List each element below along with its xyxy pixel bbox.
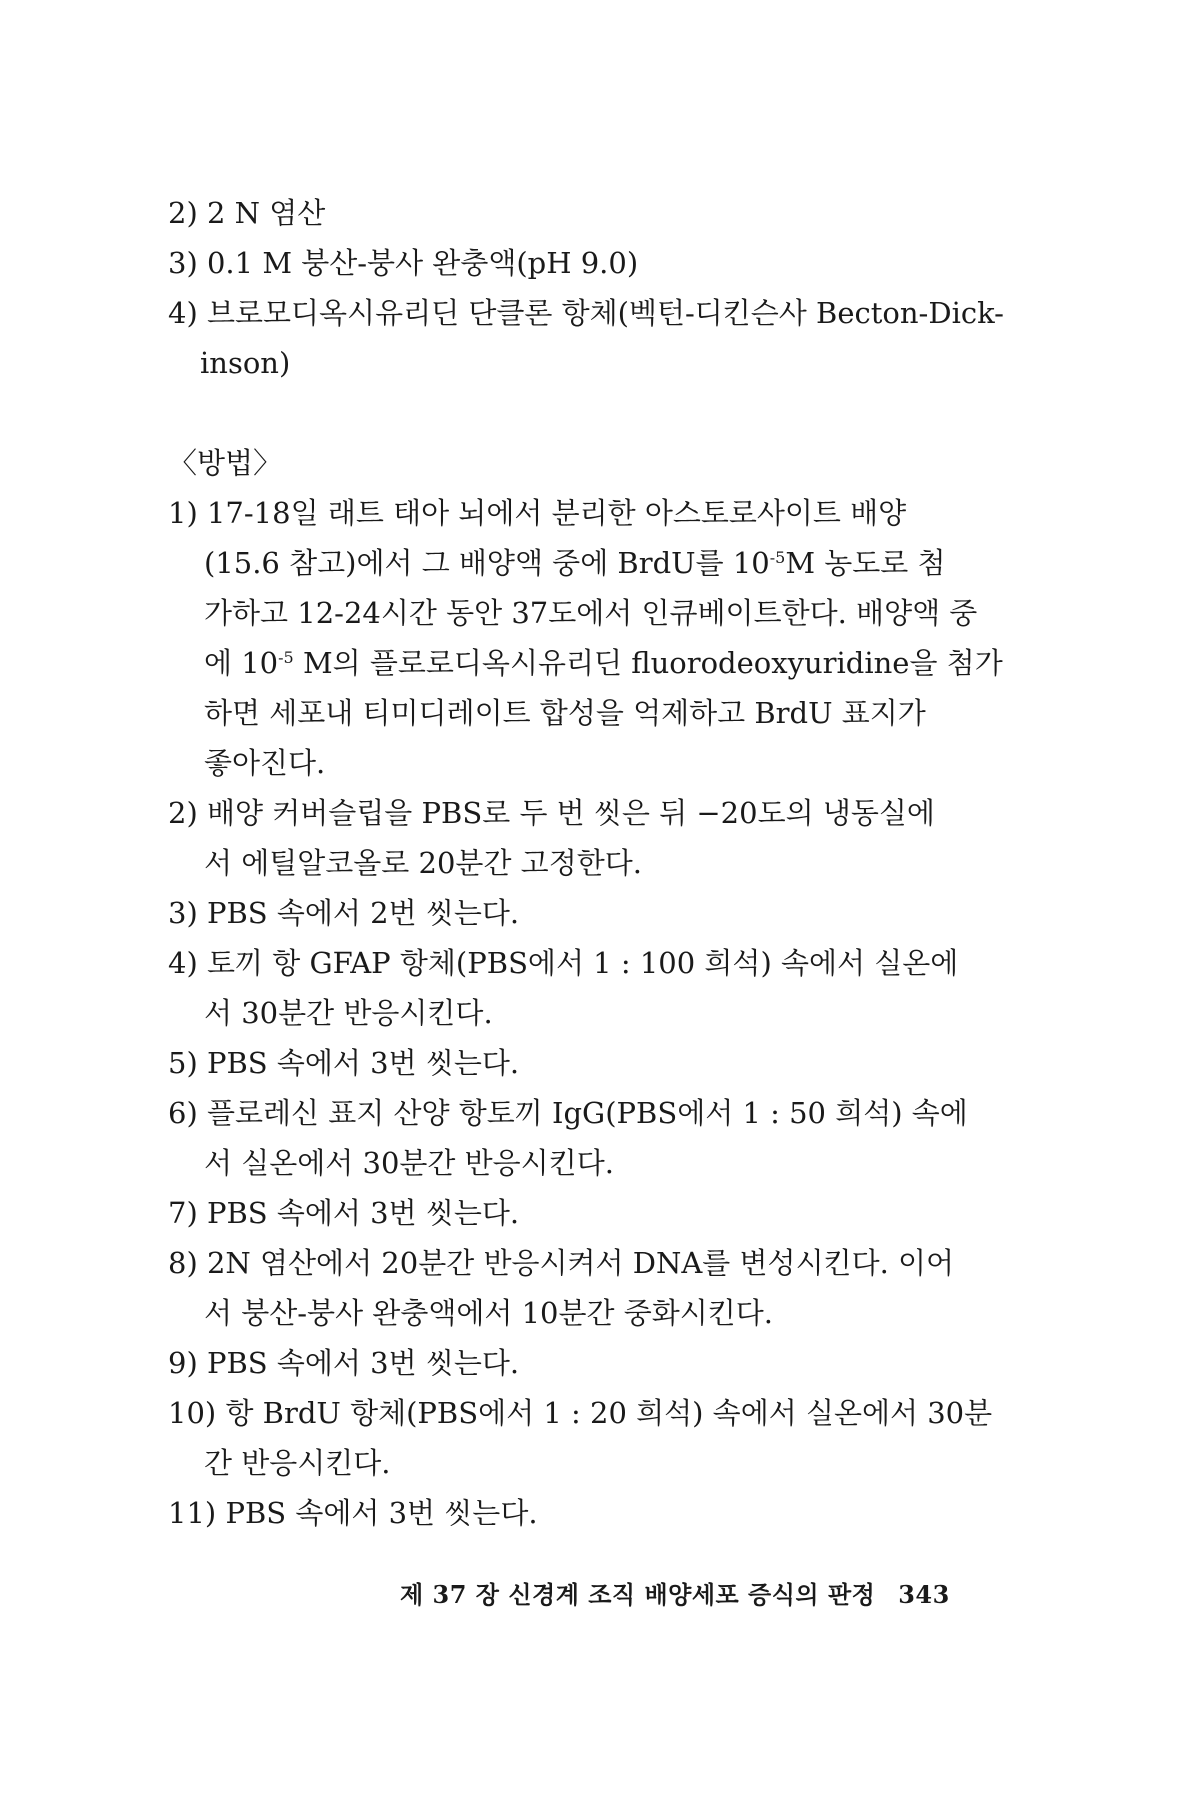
material-item-continuation — [168, 338, 1028, 388]
step-text: 17-18일 래트 태아 뇌에서 분리한 아스토로사이트 배양 — [206, 496, 907, 530]
step-text: PBS 속에서 3번 씻는다. — [206, 1346, 520, 1380]
step-text: 간 반응시킨다. — [204, 1446, 391, 1480]
step-text: PBS 속에서 3번 씻는다. — [206, 1046, 520, 1080]
step-item — [168, 1088, 1028, 1138]
step-number: 9) — [168, 1346, 198, 1380]
step-continuation — [168, 638, 1028, 688]
step-number: 6) — [168, 1096, 198, 1130]
step-number: 3) — [168, 896, 198, 930]
step-number: 5) — [168, 1046, 198, 1080]
step-continuation — [168, 538, 1028, 588]
step-text: 서 30분간 반응시킨다. — [204, 996, 493, 1030]
step-text: 토끼 항 GFAP 항체(PBS에서 1 : 100 희석) 속에서 실온에 — [206, 946, 959, 980]
step-text: M 농도로 첨 — [785, 546, 946, 580]
method-heading: 〈방법〉 — [168, 446, 283, 480]
step-item — [168, 1488, 1028, 1538]
step-item — [168, 1388, 1028, 1438]
step-continuation — [168, 1138, 1028, 1188]
step-text: 하면 세포내 티미디레이트 합성을 억제하고 BrdU 표지가 — [204, 696, 926, 730]
step-number: 7) — [168, 1196, 198, 1230]
item-number: 4) — [168, 296, 198, 330]
step-text: 배양 커버슬립을 PBS로 두 번 씻은 뒤 −20도의 냉동실에 — [206, 796, 935, 830]
item-number: 3) — [168, 246, 198, 280]
step-text: 2N 염산에서 20분간 반응시켜서 DNA를 변성시킨다. 이어 — [206, 1246, 955, 1280]
step-number: 2) — [168, 796, 198, 830]
step-continuation — [168, 688, 1028, 738]
step-continuation — [168, 1438, 1028, 1488]
page-footer — [400, 1575, 1000, 1610]
step-continuation — [168, 738, 1028, 788]
step-text: 항 BrdU 항체(PBS에서 1 : 20 희석) 속에서 실온에서 30분 — [225, 1396, 993, 1430]
step-text: PBS 속에서 2번 씻는다. — [206, 896, 520, 930]
page-number: 343 — [898, 1580, 950, 1609]
step-text: M의 플로로디옥시유리딘 fluorodeoxyuridine을 첨가 — [293, 646, 1003, 680]
exponent: -5 — [769, 548, 786, 567]
step-continuation — [168, 588, 1028, 638]
step-text: 서 실온에서 30분간 반응시킨다. — [204, 1146, 614, 1180]
item-text: 브로모디옥시유리딘 단클론 항체(벡턴-디킨슨사 Becton-Dick- — [206, 296, 1004, 330]
step-text: 플로레신 표지 산양 항토끼 IgG(PBS에서 1 : 50 희석) 속에 — [206, 1096, 968, 1130]
step-item — [168, 488, 1028, 538]
step-continuation — [168, 1288, 1028, 1338]
step-text: 서 붕산-붕사 완충액에서 10분간 중화시킨다. — [204, 1296, 774, 1330]
step-text: (15.6 참고)에서 그 배양액 중에 BrdU를 10 — [204, 546, 770, 580]
step-item — [168, 888, 1028, 938]
step-text: 서 에틸알코올로 20분간 고정한다. — [204, 846, 642, 880]
step-number: 4) — [168, 946, 198, 980]
body-text — [168, 188, 1028, 1538]
step-continuation — [168, 838, 1028, 888]
step-number: 1) — [168, 496, 198, 530]
material-item — [168, 188, 1028, 238]
exponent: -5 — [278, 648, 294, 667]
item-text: 2 N 염산 — [206, 196, 326, 230]
chapter-title: 제 37 장 신경계 조직 배양세포 증식의 판정 — [400, 1580, 876, 1609]
step-text: 가하고 12-24시간 동안 37도에서 인큐베이트한다. 배양액 중 — [204, 596, 978, 630]
step-number: 11) — [168, 1496, 217, 1530]
step-item — [168, 1038, 1028, 1088]
step-text: 좋아진다. — [204, 746, 326, 780]
item-text: 0.1 M 붕산-붕사 완충액(pH 9.0) — [206, 246, 639, 280]
step-item — [168, 788, 1028, 838]
step-item — [168, 1238, 1028, 1288]
step-continuation — [168, 988, 1028, 1038]
material-item — [168, 238, 1028, 288]
item-number: 2) — [168, 196, 198, 230]
step-item — [168, 938, 1028, 988]
step-number: 8) — [168, 1246, 198, 1280]
step-item — [168, 1338, 1028, 1388]
step-text: 에 10 — [204, 646, 279, 680]
step-item — [168, 1188, 1028, 1238]
step-text: PBS 속에서 3번 씻는다. — [206, 1196, 520, 1230]
step-number: 10) — [168, 1396, 217, 1430]
material-item — [168, 288, 1028, 338]
item-text: inson) — [200, 346, 291, 380]
step-text: PBS 속에서 3번 씻는다. — [225, 1496, 538, 1530]
